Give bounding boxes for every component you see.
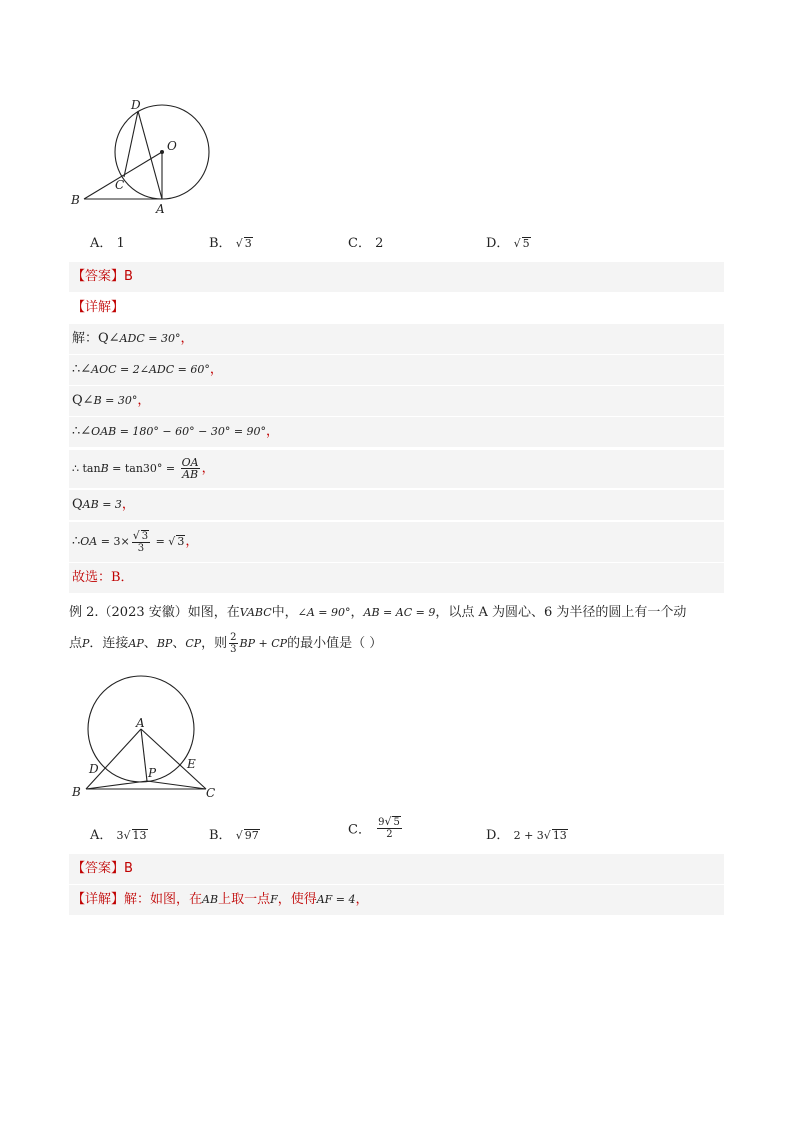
label-e2: E — [187, 757, 196, 771]
label-a2: A — [136, 716, 145, 730]
label-o: O — [167, 139, 177, 153]
answer-2-row — [69, 854, 724, 884]
choice-1c: C． 2 — [348, 236, 384, 251]
figure-2-triangle-circle — [68, 672, 228, 804]
sol1-line5: ∴ tanB = tan30° = $\frac{OA}{AB}$ ， — [69, 450, 724, 488]
example2-line2: 点P．连接AP、BP、CP，则 $\frac{2}{3}$ BP + CP的最小值是（ ） — [69, 632, 383, 655]
segment-da — [138, 111, 162, 199]
sol1-line4: ∴∠OAB = 180° − 60° − 30° = 90°， — [69, 417, 724, 447]
sol1-line2: ∴∠AOC = 2∠ADC = 60°， — [69, 355, 724, 385]
segment-cp — [147, 781, 206, 789]
label-d: D — [131, 98, 141, 112]
sol1-line6: QAB = 3， — [69, 490, 724, 520]
segment-ac — [141, 729, 206, 789]
answer-1-row — [69, 262, 724, 292]
detail-1-row — [69, 293, 724, 323]
label-a: A — [156, 202, 165, 216]
sol1-line3: Q∠B = 30°， — [69, 386, 724, 416]
point-o — [160, 150, 164, 154]
detail-2-row: 【详解】解：如图，在AB上取一点F，使得AF = 4， — [69, 885, 724, 915]
choice-1d: D． √ 5 — [486, 236, 530, 251]
sol1-line1: 解：Q∠ADC = 30°， — [69, 324, 724, 354]
answer-tag: 【答案】 — [72, 269, 125, 284]
label-d2: D — [89, 762, 99, 776]
sol1-line7: ∴OA = 3× $\frac{√ 3}{3}$ = √ 3， — [69, 522, 724, 562]
answer-value: B — [124, 269, 133, 284]
label-c2: C — [206, 786, 216, 800]
choice-2a: A． 3√ 13 — [90, 828, 147, 843]
example2-line1: 例 2.（2023 安徽）如图，在VABC中，∠A = 90°，AB = AC = 9，以点 A 为圆心、6 为半径的圆上有一个动 — [69, 605, 687, 620]
choice-2d: D． 2 + 3√ 13 — [486, 828, 567, 843]
choice-1b: B． √ 3 — [209, 236, 252, 251]
segment-ba — [86, 729, 141, 789]
answer-tag: 【答案】 — [72, 861, 125, 876]
choice-1a: A． 1 — [90, 236, 125, 251]
figure-1-circle-diagram — [66, 92, 226, 222]
detail-tag: 【详解】 — [72, 300, 125, 315]
answer-value: B — [124, 861, 133, 876]
choice-2b: B． √ 97 — [209, 828, 259, 843]
label-p2: P — [148, 766, 157, 780]
segment-ap — [141, 729, 147, 781]
detail-tag: 【详解】 — [72, 892, 125, 907]
segment-bp — [86, 781, 147, 789]
sol1-line8: 故选：B． — [69, 563, 724, 593]
label-b: B — [71, 193, 80, 207]
label-b2: B — [72, 785, 81, 799]
label-c: C — [115, 178, 125, 192]
choice-2c: C． $\frac{9√ 5}{2}$ — [348, 815, 400, 840]
